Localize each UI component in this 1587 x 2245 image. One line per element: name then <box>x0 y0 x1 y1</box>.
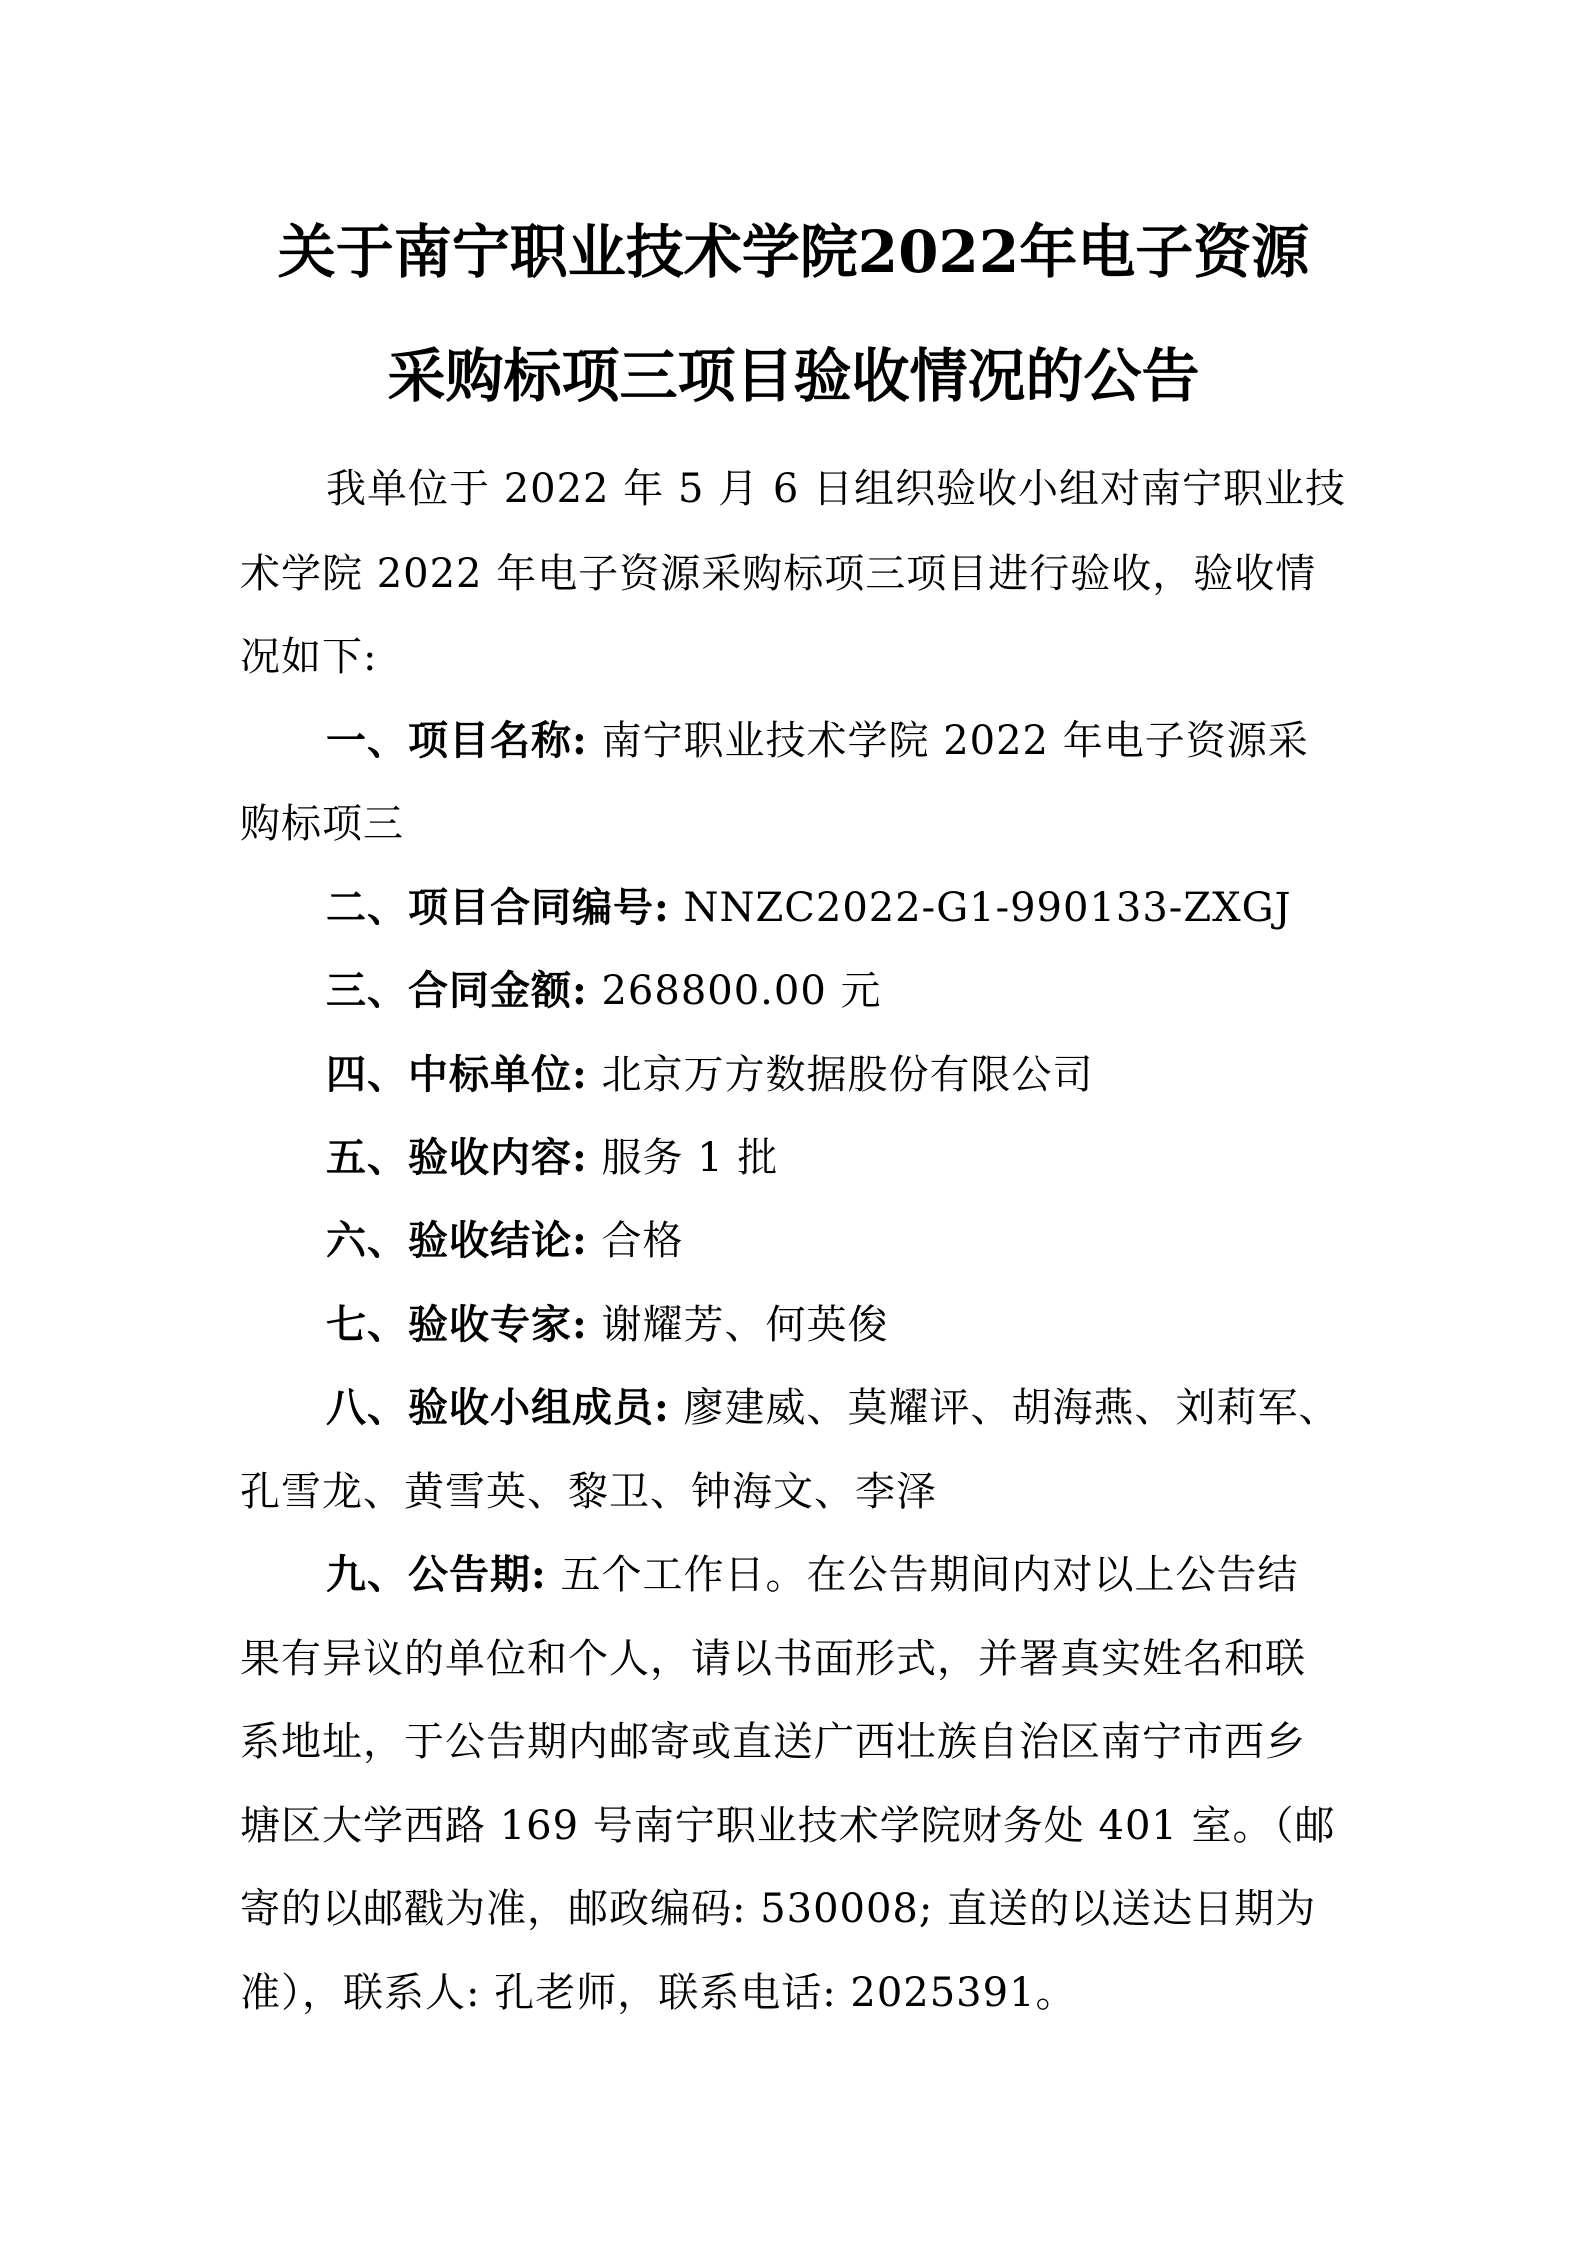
item-acceptance-experts-label: 七、验收专家: <box>326 1301 588 1348</box>
item-project-name <box>326 713 1446 769</box>
item-contract-number <box>326 880 1446 936</box>
item-winning-bidder-value: 北京万方数据股份有限公司 <box>587 1052 1094 1098</box>
item-acceptance-experts-value: 谢耀芳、何英俊 <box>587 1302 889 1348</box>
document-title-line-2: 采购标项三项目验收情况的公告 <box>387 342 1200 410</box>
item-announcement-period-line-3: 系地址，于公告期内邮寄或直送广西壮族自治区南宁市西乡 <box>240 1719 1306 1765</box>
item-group-members-label: 八、验收小组成员: <box>326 1384 670 1431</box>
document-title-line-1: 关于南宁职业技术学院2022年电子资源 <box>277 218 1310 286</box>
intro-line-2: 术学院 2022 年电子资源采购标项三项目进行验收，验收情 <box>240 551 1317 597</box>
item-announcement-period-line-2: 果有异议的单位和个人，请以书面形式，并署真实姓名和联 <box>240 1636 1306 1682</box>
item-winning-bidder-label: 四、中标单位: <box>326 1051 588 1098</box>
item-announcement-period-line-5: 寄的以邮戳为准，邮政编码: 530008; 直送的以送达日期为 <box>240 1886 1317 1932</box>
item-announcement-period-line-6: 准），联系人: 孔老师，联系电话: 2025391。 <box>240 1970 1077 2016</box>
item-contract-amount-value: 268800.00 元 <box>587 968 882 1014</box>
item-group-members-continued: 孔雪龙、黄雪英、黎卫、钟海文、李泽 <box>240 1469 937 1515</box>
item-contract-amount-label: 三、合同金额: <box>326 967 588 1014</box>
item-project-name-value: 南宁职业技术学院 2022 年电子资源采 <box>587 718 1309 764</box>
item-acceptance-conclusion-value: 合格 <box>587 1218 684 1264</box>
item-announcement-period-label: 九、公告期: <box>326 1551 547 1598</box>
item-acceptance-content-value: 服务 1 批 <box>587 1135 779 1181</box>
item-project-name-label: 一、项目名称: <box>326 717 588 764</box>
item-contract-number-value: NNZC2022-G1-990133-ZXGJ <box>669 885 1292 931</box>
item-acceptance-content <box>326 1130 1446 1186</box>
item-acceptance-conclusion <box>326 1213 1446 1269</box>
item-acceptance-experts <box>326 1297 1446 1353</box>
intro-line-1: 我单位于 2022 年 5 月 6 日组织验收小组对南宁职业技 <box>326 466 1346 512</box>
item-announcement-period-value: 五个工作日。在公告期间内对以上公告结 <box>546 1552 1299 1598</box>
item-contract-amount <box>326 963 1446 1019</box>
intro-line-3: 况如下: <box>240 634 378 680</box>
item-announcement-period <box>326 1547 1446 1603</box>
item-group-members-value: 廖建威、莫耀评、胡海燕、刘莉军、 <box>669 1385 1340 1431</box>
item-acceptance-conclusion-label: 六、验收结论: <box>326 1217 588 1264</box>
item-winning-bidder <box>326 1047 1446 1103</box>
item-group-members <box>326 1380 1446 1436</box>
item-project-name-continued: 购标项三 <box>240 801 404 847</box>
item-contract-number-label: 二、项目合同编号: <box>326 884 670 931</box>
item-announcement-period-line-4: 塘区大学西路 169 号南宁职业技术学院财务处 401 室。（邮 <box>240 1803 1336 1849</box>
item-acceptance-content-label: 五、验收内容: <box>326 1134 588 1181</box>
